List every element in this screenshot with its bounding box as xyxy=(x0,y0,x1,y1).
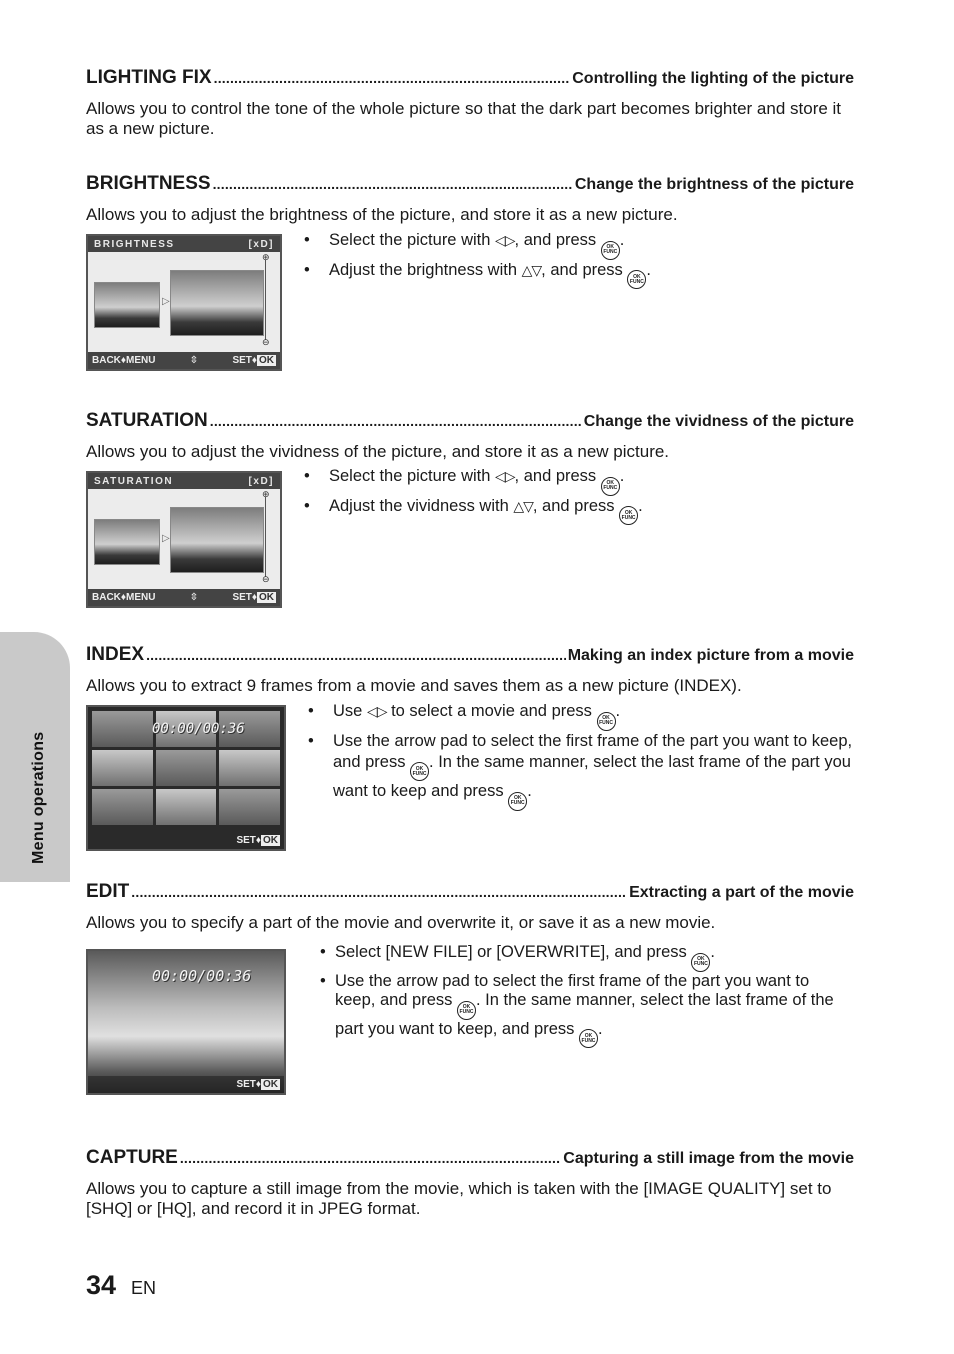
left-right-arrow-icon: ◁▷ xyxy=(495,468,515,484)
list-item: • Use the arrow pad to select the first frame of the part you want to keep, and press OK FUNC . In the same manner, select the last frame of the part you want to keep and press OK FUNC . xyxy=(306,731,854,811)
timecode: 00:00/00:36 xyxy=(152,967,252,985)
section-description: Allows you to control the tone of the whole picture so that the dark part becomes brighter and store it as a new picture. xyxy=(86,99,842,138)
original-thumbnail xyxy=(94,519,160,565)
arrow-right-icon: ▷ xyxy=(162,533,170,544)
section-saturation xyxy=(86,410,854,608)
section-subtitle: Capturing a still image from the movie xyxy=(563,1150,854,1167)
section-title: BRIGHTNESS xyxy=(86,173,211,194)
ok-func-button-icon: OK FUNC xyxy=(627,270,646,289)
saturation-scale-icon: ⊕ ⊖ xyxy=(265,497,274,577)
leader-dots xyxy=(131,884,627,900)
list-item: • Select the picture with ◁▷, and press OK FUNC . xyxy=(302,466,643,496)
arrow-right-icon: ▷ xyxy=(162,296,170,307)
section-subtitle: Extracting a part of the movie xyxy=(629,884,854,901)
ok-func-button-icon: OK FUNC xyxy=(619,506,638,525)
ok-func-button-icon: OK FUNC xyxy=(508,792,527,811)
section-description: Allows you to specify a part of the movie and overwrite it, or save it as a new movie. xyxy=(86,913,716,932)
section-capture xyxy=(86,1147,854,1219)
list-item: • Adjust the vividness with △▽, and press OK FUNC . xyxy=(302,496,643,526)
ok-func-button-icon: OK FUNC xyxy=(601,241,620,260)
left-right-arrow-icon: ◁▷ xyxy=(495,232,515,248)
set-label: SET xyxy=(232,592,252,603)
back-label: BACK xyxy=(92,355,121,366)
section-heading xyxy=(86,410,854,436)
updown-icon: ⇳ xyxy=(189,592,199,603)
original-thumbnail xyxy=(94,282,160,328)
list-item: • Select [NEW FILE] or [OVERWRITE], and press OK FUNC . xyxy=(318,943,854,972)
ok-func-button-icon: OK FUNC xyxy=(457,1001,476,1020)
index-screen: 00:00/00:36 SET♦ OK xyxy=(86,705,286,851)
leader-dots xyxy=(146,647,566,663)
brightness-scale-icon: ⊕ ⊖ xyxy=(265,260,274,340)
side-tab-label: Menu operations xyxy=(30,731,47,864)
section-edit xyxy=(86,881,854,1095)
list-item: • Use ◁▷ to select a movie and press OK FUNC . xyxy=(306,701,854,731)
leader-dots xyxy=(214,70,571,86)
instruction-list xyxy=(306,701,854,851)
menu-label: MENU xyxy=(126,355,156,366)
page-language: EN xyxy=(131,1278,157,1298)
preview-thumbnail xyxy=(170,270,264,336)
ok-label: OK xyxy=(263,835,278,846)
list-item: • Select the picture with ◁▷, and press OK FUNC . xyxy=(302,230,651,260)
leader-dots xyxy=(213,176,573,192)
screen-title: SATURATION xyxy=(94,475,174,487)
edit-screen: 00:00/00:36 SET♦ OK xyxy=(86,949,286,1095)
menu-label: MENU xyxy=(126,592,156,603)
section-title: CAPTURE xyxy=(86,1147,178,1168)
section-title: EDIT xyxy=(86,881,130,902)
saturation-screen: SATURATION [xD] ▷ ⊕ ⊖ BACK♦MENU ⇳ SET♦ OK xyxy=(86,471,282,608)
preview-thumbnail xyxy=(170,507,264,573)
card-label: [xD] xyxy=(248,238,274,250)
ok-func-button-icon: OK FUNC xyxy=(579,1029,598,1048)
list-item: • Adjust the brightness with △▽, and press OK FUNC . xyxy=(302,260,651,290)
section-description: Allows you to adjust the brightness of the picture, and store it as a new picture. xyxy=(86,205,678,224)
section-heading xyxy=(86,1147,854,1173)
set-label: SET xyxy=(232,355,252,366)
up-down-arrow-icon: △▽ xyxy=(513,497,533,514)
section-heading xyxy=(86,67,854,93)
list-item: • Use the arrow pad to select the first frame of the part you want to keep, and press OK FUNC . In the same manner, select the last frame of the part you want to keep, and press OK FUNC . xyxy=(318,972,854,1049)
ok-func-button-icon: OK FUNC xyxy=(691,953,710,972)
page-number: 34 xyxy=(86,1270,117,1300)
back-label: BACK xyxy=(92,592,121,603)
section-description: Allows you to capture a still image from the movie, which is taken with the [IMAGE QUALITY] set to [SHQ] or [HQ], and record it in JPEG format. xyxy=(86,1179,832,1218)
left-right-arrow-icon: ◁▷ xyxy=(366,703,387,719)
set-label: SET xyxy=(236,1079,256,1090)
section-index xyxy=(86,644,854,851)
ok-func-button-icon: OK FUNC xyxy=(601,477,620,496)
section-subtitle: Making an index picture from a movie xyxy=(567,647,854,664)
ok-label: OK xyxy=(263,1079,278,1090)
instruction-list xyxy=(318,943,854,1095)
card-label: [xD] xyxy=(248,475,274,487)
ok-func-button-icon: OK FUNC xyxy=(410,762,429,781)
updown-icon: ⇳ xyxy=(189,355,199,366)
set-label: SET xyxy=(236,835,256,846)
timecode: 00:00/00:36 xyxy=(152,721,245,737)
section-subtitle: Change the vividness of the picture xyxy=(583,413,854,430)
section-title: LIGHTING FIX xyxy=(86,67,212,88)
screen-title: BRIGHTNESS xyxy=(94,238,175,250)
ok-label: OK xyxy=(259,355,274,366)
instruction-list xyxy=(302,466,643,608)
instruction-list xyxy=(302,230,651,371)
up-down-arrow-icon: △▽ xyxy=(521,261,542,278)
section-title: SATURATION xyxy=(86,410,208,431)
ok-label: OK xyxy=(259,592,274,603)
section-heading xyxy=(86,881,854,907)
section-brightness xyxy=(86,173,854,371)
section-heading xyxy=(86,644,854,670)
section-description: Allows you to adjust the vividness of the picture, and store it as a new picture. xyxy=(86,442,670,461)
section-heading xyxy=(86,173,854,199)
leader-dots xyxy=(180,1150,561,1166)
section-title: INDEX xyxy=(86,644,145,665)
brightness-screen: BRIGHTNESS [xD] ▷ ⊕ ⊖ BACK♦MENU ⇳ SET♦ OK xyxy=(86,234,282,371)
section-subtitle: Change the brightness of the picture xyxy=(574,176,854,193)
section-subtitle: Controlling the lighting of the picture xyxy=(572,70,854,87)
ok-func-button-icon: OK FUNC xyxy=(597,712,616,731)
section-lighting-fix xyxy=(86,67,854,139)
section-description: Allows you to extract 9 frames from a movie and saves them as a new picture (INDEX). xyxy=(86,676,742,695)
leader-dots xyxy=(210,413,582,429)
